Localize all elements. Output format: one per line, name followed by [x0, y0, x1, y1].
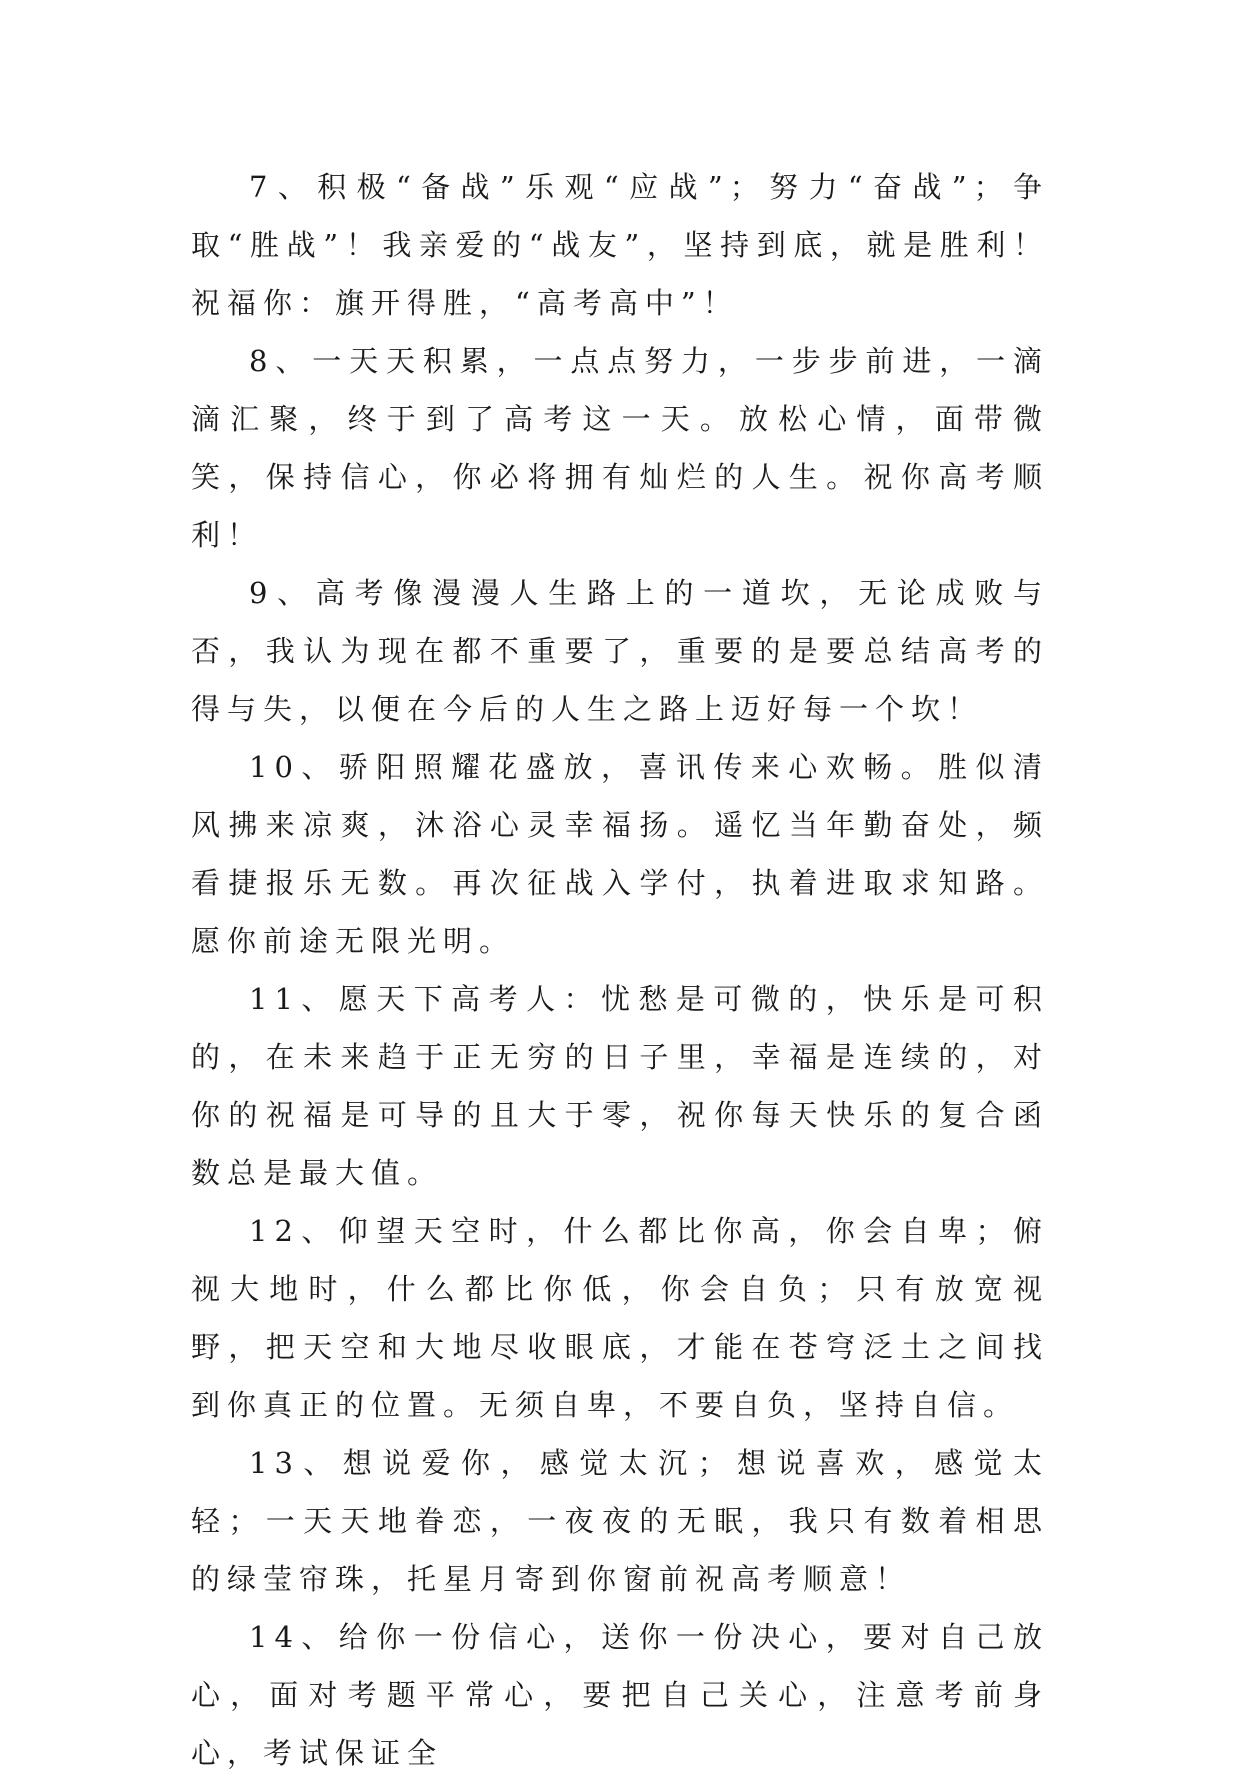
- paragraph-12: 12、仰望天空时，什么都比你高，你会自卑；俯视大地时，什么都比你低，你会自负；只有放宽视野，把天空和大地尽收眼底，才能在苍穹泛土之间找到你真正的位置。无须自卑，不要自负，坚持自信。: [191, 1214, 1049, 1422]
- paragraph-11: 11、愿天下高考人：忧愁是可微的，快乐是可积的，在未来趋于正无穷的日子里，幸福是连续的，对你的祝福是可导的且大于零，祝你每天快乐的复合函数总是最大值。: [191, 982, 1049, 1190]
- paragraph-14: 14、给你一份信心，送你一份决心，要对自己放心，面对考题平常心，要把自己关心，注意考前身心，考试保证全: [191, 1620, 1049, 1770]
- paragraph-8: 8、一天天积累，一点点努力，一步步前进，一滴滴汇聚，终于到了高考这一天。放松心情，面带微笑，保持信心，你必将拥有灿烂的人生。祝你高考顺利！: [191, 344, 1049, 552]
- paragraph-13: 13、想说爱你，感觉太沉；想说喜欢，感觉太轻；一天天地眷恋，一夜夜的无眠，我只有数着相思的绿莹帘珠，托星月寄到你窗前祝高考顺意！: [191, 1446, 1049, 1596]
- paragraph-9: 9、高考像漫漫人生路上的一道坎，无论成败与否，我认为现在都不重要了，重要的是要总结高考的得与失，以便在今后的人生之路上迈好每一个坎！: [191, 576, 1049, 726]
- paragraph-10: 10、骄阳照耀花盛放，喜讯传来心欢畅。胜似清风拂来凉爽，沐浴心灵幸福扬。遥忆当年勤奋处，频看捷报乐无数。再次征战入学付，执着进取求知路。愿你前途无限光明。: [191, 750, 1049, 958]
- paragraph-7: 7、积极“备战”乐观“应战”；努力“奋战”；争取“胜战”！我亲爱的“战友”，坚持到底，就是胜利！祝福你：旗开得胜，“高考高中”！: [191, 170, 1049, 320]
- document-body: [191, 158, 1049, 1782]
